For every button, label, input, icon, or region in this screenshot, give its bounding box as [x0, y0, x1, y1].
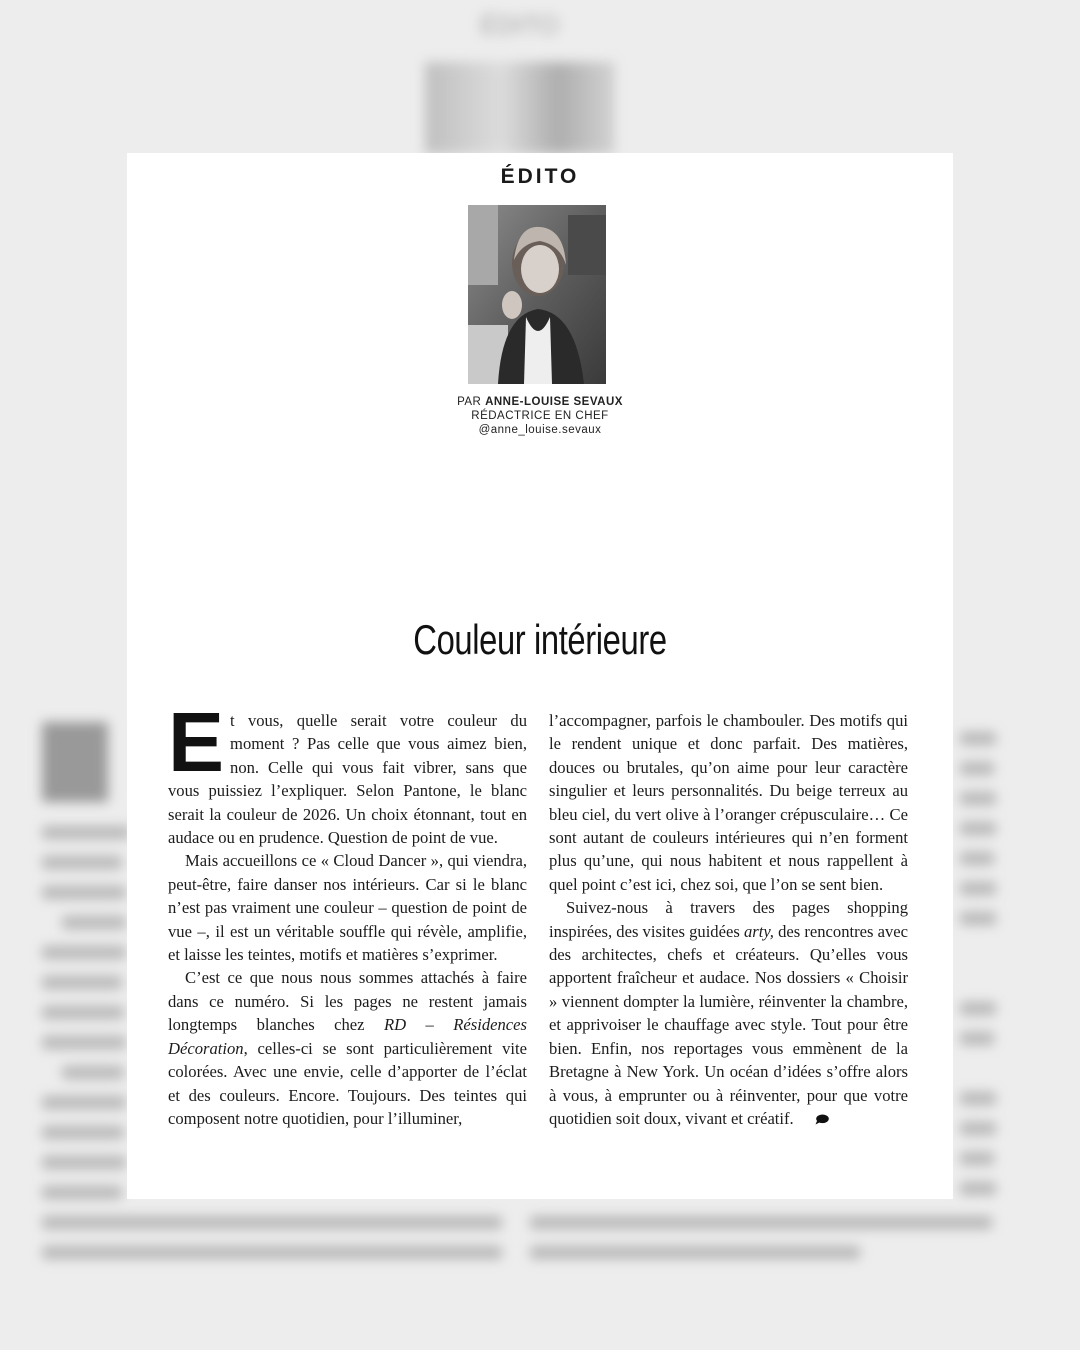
article-title: Couleur intérieure	[413, 616, 667, 663]
background-text-line	[42, 946, 126, 959]
background-text-line	[42, 1096, 126, 1109]
background-dropcap	[42, 722, 108, 802]
background-text-line	[42, 1006, 124, 1019]
background-text-line	[42, 1126, 124, 1139]
background-text-line	[960, 822, 996, 835]
article-column-right	[549, 709, 908, 1131]
paragraph-text: Suivez-nous à travers des pages shopping inspirées, des visites guidées	[549, 898, 908, 941]
magazine-name: RD – Résidences Décoration	[168, 1015, 527, 1058]
background-text-line	[960, 1032, 994, 1045]
background-text-line	[960, 882, 996, 895]
author-role: RÉDACTRICE EN CHEF	[471, 410, 609, 422]
article-paragraph	[549, 896, 908, 1131]
background-text-line	[42, 976, 122, 989]
author-name-line	[127, 395, 953, 409]
author-portrait	[468, 205, 606, 384]
article-paragraph: Mais accueillons ce « Cloud Dancer », qui viendra, peut-être, faire danser nos intérieurs. Car si le blanc n’est pas vraiment une couleur – question de point de vue –, il est un véritable souffle qui révèle, amplifie, et laisse les teintes, motifs et matières s’exprimer.	[168, 851, 527, 965]
article-column-left	[168, 695, 527, 1130]
author-byline	[127, 395, 953, 437]
background-text-line	[960, 852, 994, 865]
background-text-line	[62, 916, 126, 929]
background-text-line	[960, 762, 994, 775]
background-text-line	[530, 1246, 860, 1259]
paragraph-text: , celles-ci se sont particulièrement vite colorées. Avec une envie, celle d’apporter de l’éclat et des couleurs. Encore. Toujours. Des teintes qui composent notre quotidien, pour l’illuminer,	[168, 1038, 527, 1128]
background-text-line	[62, 1066, 124, 1079]
background-section-label: ÉDITO	[480, 10, 559, 40]
background-text-line	[42, 886, 126, 899]
background-text-line	[42, 856, 122, 869]
background-photo	[425, 62, 615, 154]
background-text-line	[42, 1156, 126, 1169]
background-text-line	[960, 732, 996, 745]
author-prefix: PAR	[457, 396, 482, 408]
background-text-line	[42, 1036, 126, 1049]
background-text-line	[960, 792, 996, 805]
speech-bubble-icon	[798, 1108, 829, 1131]
paragraph-text: des rencontres avec des architectes, chefs et créateurs. Qu’elles vous apportent fraîcheur et audace. Nos dossiers « Choisir » viennent dompter la lumière, réinventer la chambre, et apprivoiser le chauffage avec style. Tout pour être bien. Enfin, nos reportages vous emmènent de la Bretagne à New York. Un océan d’idées s’offre alors à vous, à emprunter ou à réinventer, pour que votre quotidien soit doux, vivant et créatif.	[549, 921, 908, 1128]
paragraph-text: C’est ce que nous nous sommes attachés à faire dans ce numéro. Si les pages ne restent jamais longtemps blanches chez	[168, 968, 527, 1035]
background-text-line	[530, 1216, 992, 1229]
editorial-page	[127, 153, 953, 1199]
background-text-line	[960, 1002, 996, 1015]
section-label: ÉDITO	[500, 165, 580, 188]
background-text-line	[960, 1152, 994, 1165]
background-text-line	[42, 1186, 122, 1199]
emphasis-text: arty,	[743, 921, 774, 941]
author-portrait-image	[468, 205, 606, 384]
article-paragraph	[168, 695, 527, 849]
author-name: ANNE-LOUISE SEVAUX	[485, 396, 623, 408]
background-text-line	[42, 826, 130, 839]
author-handle: @anne_louise.sevaux	[478, 424, 602, 436]
background-text-line	[42, 1246, 502, 1259]
background-text-line	[960, 912, 996, 925]
background-text-line	[960, 1182, 996, 1195]
article-paragraph: l’accompagner, parfois le chambouler. Des motifs qui le rendent unique et donc parfait. Des matières, douces ou brutales, qu’on aime pour leur caractère singulier et leurs personnalités. Du beige terreux au bleu ciel, du vert olive à l’oranger crépusculaire… Ce sont autant de couleurs intérieures qui n’en forment plus qu’une, qui nous habitent et nous rappellent à quel point c’est ici, chez soi, que l’on se sent bien.	[549, 711, 908, 894]
background-text-line	[42, 1216, 502, 1229]
paragraph-text: t vous, quelle serait votre couleur du moment ? Pas celle que vous aimez bien, non. Celle qui vous fait vibrer, sans que vous puissiez l’expliquer. Selon Pantone, le blanc serait la couleur de 2026. Un choix étonnant, tout en audace ou en prudence. Question de point de vue.	[168, 711, 527, 848]
background-text-line	[960, 1122, 996, 1135]
background-text-line	[960, 1092, 996, 1105]
drop-cap: E	[168, 695, 225, 789]
article-paragraph	[168, 966, 527, 1130]
